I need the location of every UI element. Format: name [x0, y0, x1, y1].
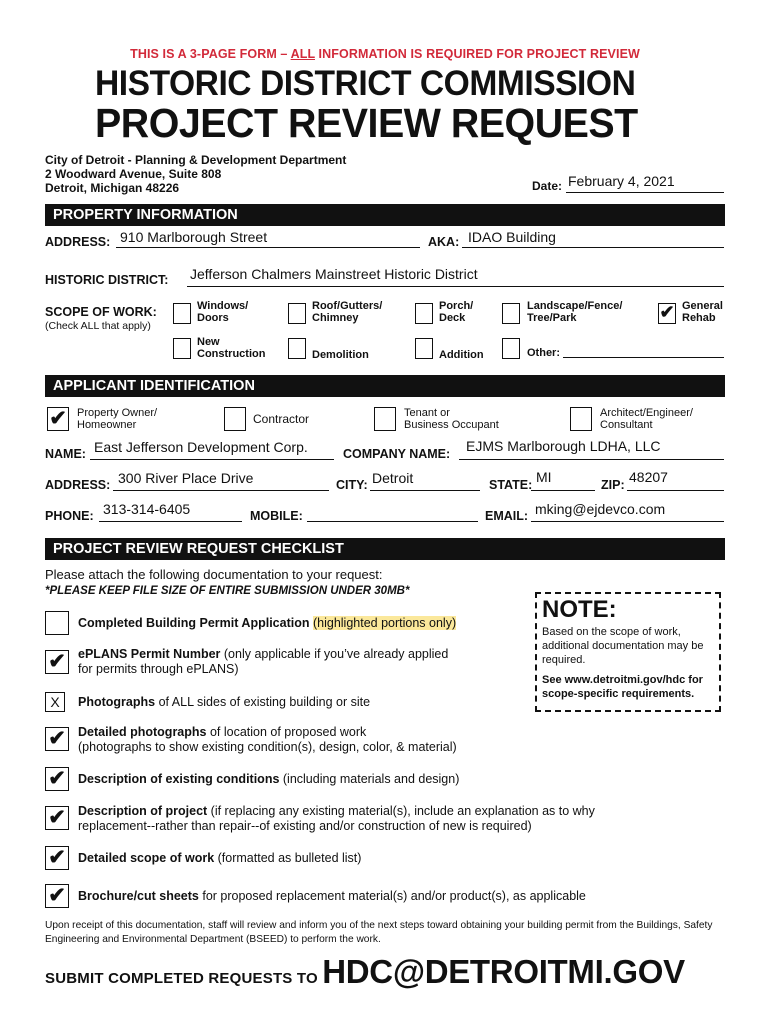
dept-street: 2 Woodward Avenue, Suite 808 [45, 167, 222, 181]
item-photographs: Photographs of ALL sides of existing building or site [78, 695, 371, 709]
item-brochure-cut-sheets: Brochure/cut sheets for proposed replacement material(s) and/or product(s), as applicable [78, 889, 586, 903]
item-project-description: Description of project (if replacing any existing material(s), include an explanation as to why replacement--rather than repair--of existing and/or construction of new is required) [78, 804, 595, 833]
email-label: EMAIL: [485, 509, 529, 523]
title-line-1: HISTORIC DISTRICT COMMISSION [95, 64, 636, 103]
scope-roof-label: Roof/Gutters/ Chimney [312, 300, 383, 324]
scope-new-construction-checkbox[interactable] [173, 338, 191, 359]
phone-label: PHONE: [45, 509, 94, 523]
notice-all: ALL [290, 47, 315, 61]
company-name-value: EJMS Marlborough LDHA, LLC [466, 438, 661, 454]
company-name-label: COMPANY NAME: [343, 447, 451, 461]
historic-district-value: Jefferson Chalmers Mainstreet Historic District [190, 266, 478, 282]
submit-email[interactable]: HDC@DETROITMI.GOV [322, 953, 685, 990]
footer-paragraph: Upon receipt of this documentation, staff will review and inform you of the next steps toward obtaining your building permit from the Buildings, Safety Engineering and Environmental Department (BSEED) to perform the work. [45, 920, 713, 945]
scope-addition-label: Addition [439, 349, 484, 361]
scope-windows-label: Windows/ Doors [197, 300, 249, 324]
scope-landscape-checkbox[interactable] [502, 303, 520, 324]
applicant-name-value: East Jefferson Development Corp. [94, 439, 308, 455]
applicant-owner-checkbox[interactable]: ✔ [47, 407, 69, 431]
email-value: mking@ejdevco.com [535, 501, 666, 517]
notice-text-end: INFORMATION IS REQUIRED FOR PROJECT REVIEW [314, 47, 640, 61]
applicant-address-value: 300 River Place Drive [118, 470, 254, 486]
phone-value: 313-314-6405 [103, 501, 191, 517]
mobile-label: MOBILE: [250, 509, 303, 523]
check-building-permit[interactable] [45, 611, 69, 635]
scope-hint: (Check ALL that apply) [45, 320, 151, 332]
scope-demolition-checkbox[interactable] [288, 338, 306, 359]
note-box [535, 592, 721, 712]
scope-other-checkbox[interactable] [502, 338, 520, 359]
note-link[interactable]: See www.detroitmi.gov/hdc for scope-specific requirements. [542, 674, 703, 700]
check-photographs[interactable]: X [45, 692, 65, 712]
mobile-field[interactable] [307, 505, 478, 522]
check-existing-conditions[interactable]: ✔ [45, 767, 69, 791]
zip-label: ZIP: [601, 478, 625, 492]
scope-general-rehab-label: General Rehab [682, 300, 723, 324]
check-project-description[interactable]: ✔ [45, 806, 69, 830]
note-title: NOTE: [542, 596, 617, 623]
scope-of-work-label: SCOPE OF WORK: [45, 305, 157, 319]
applicant-architect-checkbox[interactable] [570, 407, 592, 431]
city-label: CITY: [336, 478, 368, 492]
dept-city: Detroit, Michigan 48226 [45, 181, 180, 195]
form-notice [0, 47, 770, 61]
applicant-name-label: NAME: [45, 447, 86, 461]
historic-district-label: HISTORIC DISTRICT: [45, 273, 169, 287]
applicant-tenant-checkbox[interactable] [374, 407, 396, 431]
scope-roof-checkbox[interactable] [288, 303, 306, 324]
check-eplans-number[interactable]: ✔ [45, 650, 69, 674]
date-label: Date: [532, 179, 563, 193]
scope-demolition-label: Demolition [312, 349, 369, 361]
scope-porch-checkbox[interactable] [415, 303, 433, 324]
applicant-tenant-label: Tenant or Business Occupant [404, 407, 499, 431]
applicant-contractor-checkbox[interactable] [224, 407, 246, 431]
state-value: MI [536, 469, 552, 485]
applicant-owner-label: Property Owner/ Homeowner [77, 407, 158, 431]
submit-line [45, 953, 685, 991]
item-building-permit: Completed Building Permit Application (highlighted portions only) [78, 616, 457, 630]
scope-other-field[interactable] [563, 341, 724, 358]
property-address-label: ADDRESS: [45, 235, 111, 249]
property-address-value: 910 Marlborough Street [120, 229, 268, 245]
scope-porch-label: Porch/ Deck [439, 300, 474, 324]
section-property-information: PROPERTY INFORMATION [45, 204, 725, 226]
department-address [45, 153, 346, 195]
item-detailed-photographs: Detailed photographs of location of proposed work (photographs to show existing condition(s), design, color, & material) [78, 725, 457, 754]
check-scope-of-work[interactable]: ✔ [45, 846, 69, 870]
scope-new-construction-label: New Construction [197, 336, 266, 360]
title-line-2: PROJECT REVIEW REQUEST [95, 100, 638, 146]
aka-label: AKA: [428, 235, 460, 249]
item-eplans-number: ePLANS Permit Number (only applicable if you’ve already applied for permits through ePLANS) [78, 647, 449, 676]
file-size-note: *PLEASE KEEP FILE SIZE OF ENTIRE SUBMISSION UNDER 30MB* [45, 585, 410, 597]
note-text: Based on the scope of work, additional documentation may be required. [542, 626, 704, 666]
date-value: February 4, 2021 [568, 173, 675, 189]
check-detailed-photographs[interactable]: ✔ [45, 727, 69, 751]
applicant-contractor-label: Contractor [253, 412, 310, 426]
zip-value: 48207 [629, 469, 668, 485]
section-project-review-checklist: PROJECT REVIEW REQUEST CHECKLIST [45, 538, 725, 560]
submit-label: SUBMIT COMPLETED REQUESTS TO [45, 970, 323, 987]
scope-landscape-label: Landscape/Fence/ Tree/Park [527, 300, 623, 324]
item-existing-conditions: Description of existing conditions (including materials and design) [78, 772, 460, 786]
applicant-address-label: ADDRESS: [45, 478, 111, 492]
scope-windows-checkbox[interactable] [173, 303, 191, 324]
scope-addition-checkbox[interactable] [415, 338, 433, 359]
item-scope-of-work: Detailed scope of work (formatted as bulleted list) [78, 851, 362, 865]
applicant-architect-label: Architect/Engineer/ Consultant [600, 407, 693, 431]
check-brochure-cut-sheets[interactable]: ✔ [45, 884, 69, 908]
scope-other-label: Other: [527, 347, 560, 359]
section-applicant-identification: APPLICANT IDENTIFICATION [45, 375, 725, 397]
checklist-intro: Please attach the following documentation to your request: [45, 567, 383, 582]
dept-name: City of Detroit - Planning & Development Department [45, 153, 347, 167]
state-label: STATE: [489, 478, 533, 492]
scope-general-rehab-checkbox[interactable]: ✔ [659, 302, 675, 322]
aka-value: IDAO Building [468, 229, 556, 245]
city-value: Detroit [372, 470, 414, 486]
notice-text: THIS IS A 3-PAGE FORM – [130, 47, 291, 61]
